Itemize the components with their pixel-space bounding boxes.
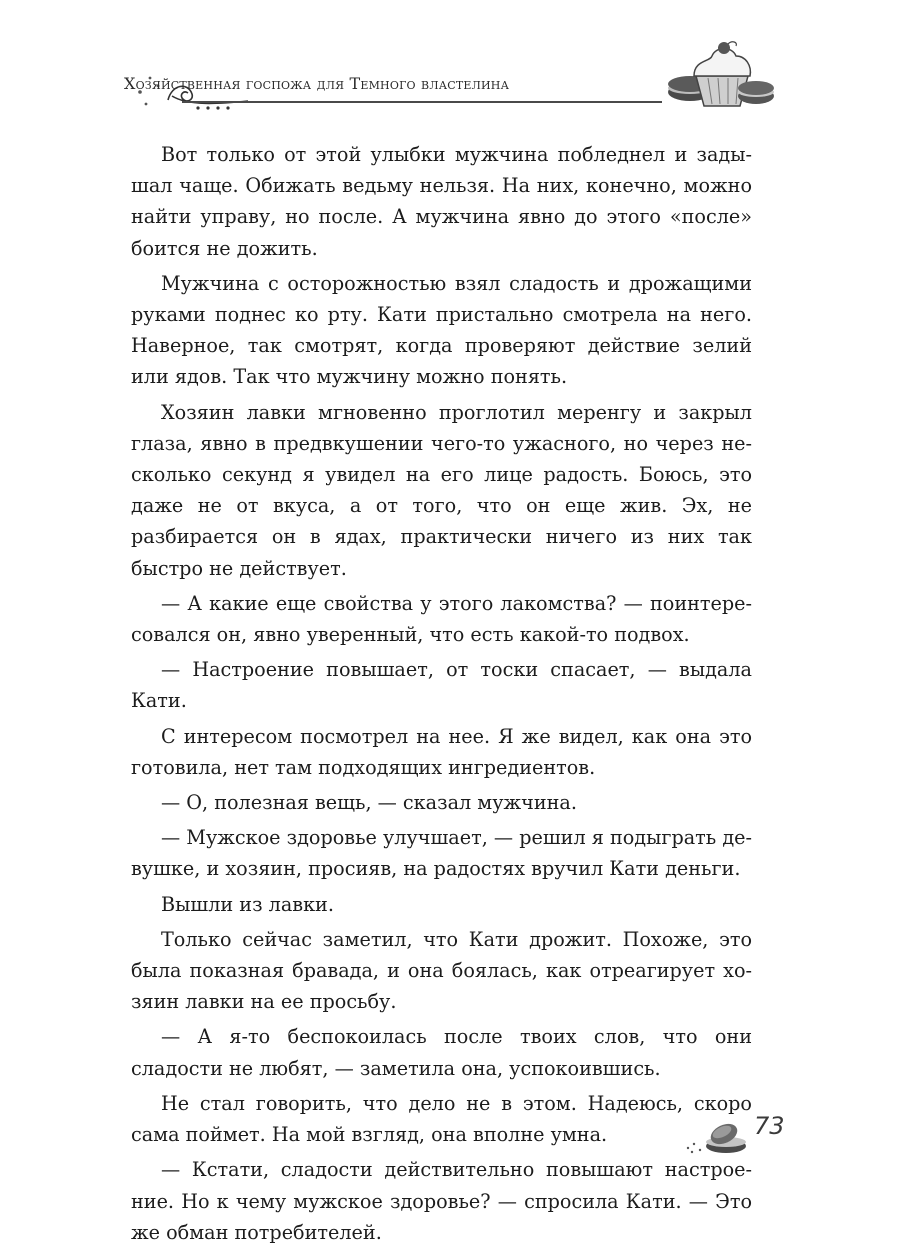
paragraph: — О, полезная вещь, — сказал мужчина. (161, 791, 577, 815)
macaron-icon (684, 1120, 748, 1160)
page-body (131, 139, 752, 1252)
paragraph: Только сейчас заметил, что Кати дрожит. Похоже, это была показная бравада, и она боялась, как отреагирует хозяин лавки на ее просьбу. (131, 927, 752, 1014)
page-number: 73 (754, 1112, 785, 1140)
paragraph: Мужчина с осторожностью взял сладость и дрожащими руками поднес ко рту. Кати пристально смотрела на него. Наверное, так смотрят, когда проверяют действие зелий или ядов. Так что мужчину можно понять. (131, 271, 752, 389)
paragraph: — Настроение повышает, от тоски спасает, — выдала Кати. (131, 658, 752, 713)
paragraph: С интересом посмотрел на нее. Я же видел, как она это готовила, нет там подходящих ингредиентов. (131, 724, 752, 779)
paragraph: — Мужское здоровье улучшает, — решил я подыграть девушке, и хозяин, просияв, на радостях вручил Кати деньги. (131, 826, 752, 881)
paragraph: Вот только от этой улыбки мужчина побледнел и задышал чаще. Обижать ведьму нельзя. На них, конечно, можно найти управу, но после. А мужчина явно до этого «после» боится не дожить. (131, 143, 752, 260)
paragraph: Вышли из лавки. (161, 892, 334, 916)
paragraph: — А какие еще свойства у этого лакомства? — поинтересовался он, явно уверенный, что есть какой-то подвох. (131, 591, 752, 647)
running-header-title: Хозяйственная госпожа для Темного властелина (124, 74, 510, 93)
paragraph: Не стал говорить, что дело не в этом. Надеюсь, скоро сама поймет. На мой взгляд, она вполне умна. (131, 1091, 752, 1147)
header-divider (182, 101, 662, 103)
cupcake-and-macarons-icon (666, 40, 776, 114)
paragraph: — Кстати, сладости действительно повышают настроение. Но к чему мужское здоровье? — спросила Кати. — Это же обман потребителей. (131, 1158, 752, 1244)
paragraph: — А я-то беспокоилась после твоих слов, что они сладости не любят, — заметила она, успокоившись. (131, 1025, 752, 1080)
paragraph: Хозяин лавки мгновенно проглотил меренгу и закрыл глаза, явно в предвкушении чего-то ужасного, но через несколько секунд я увидел на его лице радость. Боюсь, это даже не от вкуса, а от того, что он еще жив. Эх, не разбирается он в ядах, практически ничего из них так быстро не действует. (131, 400, 752, 580)
